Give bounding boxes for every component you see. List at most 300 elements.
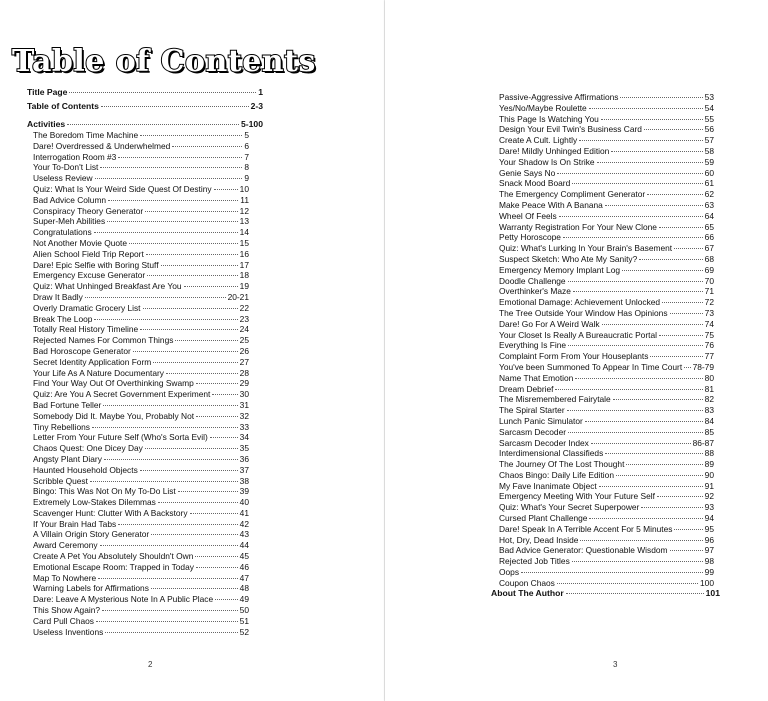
dot-leader	[108, 200, 238, 201]
toc-entry-page: 22	[239, 302, 249, 313]
toc-entry	[33, 605, 249, 616]
toc-entry-title: Passive-Aggressive Affirmations	[499, 92, 619, 102]
toc-entry	[33, 346, 249, 357]
dot-leader	[94, 232, 238, 233]
toc-entry-title: Overly Dramatic Grocery List	[33, 302, 141, 313]
toc-entry	[499, 211, 714, 222]
toc-entry-page: 81	[704, 383, 714, 394]
toc-entry-page: 24	[239, 324, 249, 335]
toc-entry-title: Dare! Overdressed & Underwhelmed	[33, 140, 171, 151]
toc-entry-title: Alien School Field Trip Report	[33, 248, 144, 259]
toc-entry-page: 62	[704, 189, 714, 200]
toc-entry-page: 46	[239, 561, 249, 572]
dot-leader	[684, 367, 690, 368]
toc-entry	[33, 292, 249, 303]
toc-entry-title: Emergency Excuse Generator	[33, 270, 146, 281]
toc-entry-title: Bingo: This Was Not On My To-Do List	[33, 486, 176, 497]
toc-entry-title: Snack Mood Board	[499, 178, 571, 189]
toc-entry	[499, 459, 714, 470]
toc-entry-title: Interdimensional Classifieds	[499, 448, 604, 459]
toc-entry	[33, 422, 249, 433]
toc-entry-page: 17	[239, 259, 249, 270]
toc-entry-title: The Boredom Time Machine	[33, 130, 139, 140]
toc-entry	[33, 508, 249, 519]
toc-entry-page: 12	[239, 205, 249, 216]
toc-entry-page: 33	[239, 421, 249, 432]
toc-entry-title: Design Your Evil Twin's Business Card	[499, 124, 642, 135]
toc-entry-title: The Misremembered Fairytale	[499, 394, 611, 405]
toc-entry	[499, 394, 714, 405]
toc-entry	[33, 573, 249, 584]
dot-leader	[140, 470, 238, 471]
toc-entry-page: 29	[239, 378, 249, 389]
dot-leader	[103, 405, 237, 406]
dot-leader	[215, 599, 238, 600]
toc-entry-page: 35	[239, 443, 249, 454]
toc-entry-title: Your Shadow Is On Strike	[499, 156, 595, 167]
toc-entry-title: Name That Emotion	[499, 372, 574, 383]
toc-entry-page: 98	[704, 556, 714, 567]
toc-entry-title: Warning Labels for Affirmations	[33, 583, 149, 594]
toc-entry	[499, 92, 714, 103]
toc-entry	[499, 178, 714, 189]
toc-entry-title: The Tree Outside Your Window Has Opinions	[499, 307, 668, 318]
dot-leader	[568, 432, 703, 433]
toc-entry-title: The Spiral Starter	[499, 405, 565, 416]
toc-entry-page: 28	[239, 367, 249, 378]
toc-entry	[499, 157, 714, 168]
dot-leader	[118, 157, 242, 158]
toc-entry-page: 67	[704, 243, 714, 254]
toc-entry-title: Card Pull Chaos	[33, 615, 94, 626]
dot-leader	[644, 129, 703, 130]
toc-entry-title: Overthinker's Maze	[499, 286, 571, 297]
toc-entry	[33, 216, 249, 227]
toc-entry	[499, 200, 714, 211]
toc-entry-title: Your Closet Is Really A Bureaucratic Portal	[499, 329, 657, 340]
toc-entry	[499, 146, 714, 157]
dot-leader	[670, 550, 703, 551]
toc-entry-page: 39	[239, 486, 249, 497]
toc-entry	[499, 114, 714, 125]
toc-entry-title: Chaos Quest: One Dicey Day	[33, 443, 143, 454]
dot-leader	[105, 632, 237, 633]
toc-entry-title: Interrogation Room #3	[33, 151, 117, 162]
dot-leader	[146, 254, 238, 255]
dot-leader	[605, 205, 703, 206]
dot-leader	[616, 475, 703, 476]
dot-leader	[568, 281, 703, 282]
toc-entry-title: Emotional Damage: Achievement Unlocked	[499, 297, 661, 308]
dot-leader	[670, 313, 703, 314]
dot-leader	[118, 524, 237, 525]
toc-entry-page: 89	[704, 459, 714, 470]
toc-entry	[499, 330, 714, 341]
toc-entry-page: 80	[704, 372, 714, 383]
toc-entry-page: 60	[704, 167, 714, 178]
dot-leader	[151, 534, 237, 535]
toc-entry-page: 94	[704, 513, 714, 524]
dot-leader	[140, 135, 242, 136]
toc-entry-title: Your Life As A Nature Documentary	[33, 367, 164, 378]
toc-entry	[499, 308, 714, 319]
toc-entry	[33, 281, 249, 292]
toc-entry	[499, 103, 714, 114]
dot-leader	[572, 183, 702, 184]
dot-leader	[605, 453, 702, 454]
toc-entry-page: 61	[704, 178, 714, 189]
toc-entry-title: Emotional Escape Room: Trapped in Today	[33, 561, 194, 572]
dot-leader	[107, 221, 238, 222]
dot-leader	[650, 356, 702, 357]
toc-entry	[33, 476, 249, 487]
toc-entry-title: Dream Debrief	[499, 383, 554, 394]
toc-entry-title: Dare: Leave A Mysterious Note In A Public Place	[33, 594, 214, 605]
toc-entry	[499, 189, 714, 200]
toc-entry	[499, 416, 714, 427]
toc-entry-title: Your To-Don't List	[33, 162, 99, 173]
dot-leader	[572, 561, 703, 562]
toc-entry-page: 74	[704, 318, 714, 329]
toc-entry-page: 15	[239, 237, 249, 248]
toc-entry-page: 69	[704, 264, 714, 275]
toc-entry-title: Genie Says No	[499, 167, 556, 178]
toc-entry-page: 51	[239, 615, 249, 626]
dot-leader	[659, 335, 703, 336]
toc-entry-page: 42	[239, 518, 249, 529]
page-number: 3	[613, 660, 618, 669]
toc-entry-page: 90	[704, 469, 714, 480]
toc-entry-page: 13	[239, 216, 249, 227]
toc-entry-page: 18	[239, 270, 249, 281]
toc-entry-page: 14	[239, 227, 249, 238]
dot-leader	[95, 178, 243, 179]
toc-entry-title: About The Author	[491, 588, 564, 598]
dot-leader	[580, 540, 702, 541]
dot-leader	[100, 167, 242, 168]
toc-entry	[499, 427, 714, 438]
toc-entry-title: Dare! Mildly Unhinged Edition	[499, 145, 610, 156]
toc-entry-page: 97	[704, 545, 714, 556]
dot-leader	[196, 567, 238, 568]
dot-leader	[662, 302, 703, 303]
toc-entry	[499, 535, 714, 546]
toc-entry	[27, 100, 263, 114]
toc-entry-page: 63	[704, 199, 714, 210]
toc-entry-title: Totally Real History Timeline	[33, 324, 139, 335]
dot-leader	[100, 545, 238, 546]
toc-entry-page: 54	[704, 102, 714, 113]
toc-entry-page: 55	[704, 113, 714, 124]
toc-entry	[33, 238, 249, 249]
toc-entry	[33, 454, 249, 465]
toc-entry-title: A Villain Origin Story Generator	[33, 529, 150, 540]
toc-entry-page: 92	[704, 491, 714, 502]
toc-entry-page: 65	[704, 221, 714, 232]
toc-entry-title: Title Page	[27, 87, 68, 97]
toc-entry	[499, 513, 714, 524]
dot-leader	[101, 106, 249, 107]
toc-entry-title: Somebody Did It. Maybe You, Probably Not	[33, 410, 195, 421]
toc-entry	[33, 594, 249, 605]
toc-entry-page: 9	[244, 173, 249, 184]
toc-entry-page: 40	[239, 497, 249, 508]
toc-entry	[33, 141, 249, 152]
toc-entry-title: Quiz: Are You A Secret Government Experiment	[33, 389, 211, 400]
toc-entry	[33, 432, 249, 443]
toc-entry-page: 1	[258, 87, 263, 97]
dot-leader	[92, 427, 238, 428]
toc-entry-title: Scavenger Hunt: Clutter With A Backstory	[33, 507, 188, 518]
activities-list-left	[33, 130, 249, 637]
toc-entry-title: Hot, Dry, Dead Inside	[499, 534, 579, 545]
toc-entry-page: 19	[239, 281, 249, 292]
toc-entry-title: Haunted Household Objects	[33, 464, 138, 475]
toc-entry-title: Quiz: What Unhinged Breakfast Are You	[33, 281, 182, 292]
dot-leader	[555, 389, 702, 390]
toc-entry	[33, 195, 249, 206]
dot-leader	[90, 481, 238, 482]
toc-entry-title: Suspect Sketch: Who Ate My Sanity?	[499, 253, 638, 264]
dot-leader	[568, 345, 703, 346]
dot-leader	[214, 189, 238, 190]
toc-entry-page: 71	[704, 286, 714, 297]
toc-entry-page: 41	[239, 507, 249, 518]
dot-leader	[557, 583, 698, 584]
toc-entry-page: 31	[239, 399, 249, 410]
toc-entry-title: Award Ceremony	[33, 540, 98, 551]
toc-entry-page: 58	[704, 145, 714, 156]
toc-entry	[33, 303, 249, 314]
toc-entry-title: Bad Horoscope Generator	[33, 345, 131, 356]
toc-entry-title: Table of Contents	[27, 100, 99, 111]
toc-entry-title: Not Another Movie Quote	[33, 237, 128, 248]
toc-entry-title: Everything Is Fine	[499, 340, 567, 351]
dot-leader	[659, 227, 703, 228]
activities-list-right	[499, 92, 714, 589]
dot-leader	[195, 556, 237, 557]
toc-entry	[33, 130, 249, 141]
toc-entry-title: Super-Meh Abilities	[33, 216, 106, 227]
toc-entry-page: 77	[704, 351, 714, 362]
dot-leader	[579, 140, 702, 141]
toc-entry-title: Bad Advice Column	[33, 194, 107, 205]
dot-leader	[613, 399, 703, 400]
dot-leader	[158, 502, 238, 503]
toc-entry-title: Conspiracy Theory Generator	[33, 205, 144, 216]
toc-entry	[499, 254, 714, 265]
dot-leader	[147, 275, 237, 276]
toc-entry-page: 72	[704, 297, 714, 308]
toc-entry-page: 84	[704, 415, 714, 426]
toc-entry-title: Quiz: What's Lurking In Your Brain's Basement	[499, 243, 673, 254]
toc-entry-page: 93	[704, 502, 714, 513]
toc-entry-title: Chaos Bingo: Daily Life Edition	[499, 469, 614, 480]
toc-entry-page: 91	[704, 480, 714, 491]
toc-entry	[499, 124, 714, 135]
dot-leader	[597, 162, 703, 163]
dot-leader	[129, 243, 238, 244]
dot-leader	[566, 593, 704, 594]
dot-leader	[639, 259, 702, 260]
toc-entry-page: 2-3	[250, 100, 263, 111]
toc-entry-title: Warranty Registration For Your New Clone	[499, 221, 657, 232]
toc-entry-title: Bad Advice Generator: Questionable Wisdom	[499, 545, 668, 556]
toc-entry-title: Emergency Memory Implant Log	[499, 264, 621, 275]
toc-entry	[499, 405, 714, 416]
toc-entry	[499, 135, 714, 146]
toc-entry	[499, 319, 714, 330]
toc-entry-page: 43	[239, 529, 249, 540]
dot-leader	[559, 216, 703, 217]
toc-entry-title: Draw It Badly	[33, 291, 83, 302]
closing-section-list	[491, 587, 720, 601]
dot-leader	[210, 437, 238, 438]
toc-entry-title: Dare! Speak In A Terrible Accent For 5 Minutes	[499, 523, 673, 534]
toc-entry-page: 82	[704, 394, 714, 405]
toc-entry-title: Find Your Way Out Of Overthinking Swamp	[33, 378, 194, 389]
toc-entry	[33, 551, 249, 562]
toc-entry-title: Angsty Plant Diary	[33, 453, 102, 464]
toc-entry	[499, 276, 714, 287]
dot-leader	[196, 383, 238, 384]
toc-entry-title: Petty Horoscope	[499, 232, 561, 243]
toc-entry	[499, 481, 714, 492]
toc-entry-title: Cursed Plant Challenge	[499, 513, 588, 524]
toc-entry	[33, 529, 249, 540]
toc-entry	[499, 373, 714, 384]
toc-entry	[33, 443, 249, 454]
toc-entry-page: 70	[704, 275, 714, 286]
toc-entry-title: Rejected Names For Common Things	[33, 335, 174, 346]
toc-entry-title: Extremely Low-Stakes Dilemmas	[33, 497, 156, 508]
toc-entry	[499, 362, 714, 373]
dot-leader	[172, 146, 242, 147]
toc-entry-page: 26	[239, 345, 249, 356]
toc-entry	[33, 562, 249, 573]
page-title: Table of Contents	[12, 44, 316, 79]
toc-entry	[499, 340, 714, 351]
toc-entry	[499, 545, 714, 556]
toc-entry-title: Sarcasm Decoder Index	[499, 437, 589, 448]
toc-entry-page: 48	[239, 583, 249, 594]
toc-entry	[33, 162, 249, 173]
toc-entry	[33, 616, 249, 627]
dot-leader	[611, 151, 702, 152]
dot-leader	[602, 324, 703, 325]
dot-leader	[145, 448, 238, 449]
toc-entry-title: Emergency Meeting With Your Future Self	[499, 491, 655, 502]
toc-entry-page: 68	[704, 253, 714, 264]
toc-entry	[499, 351, 714, 362]
dot-leader	[102, 610, 238, 611]
toc-entry-title: Scribble Quest	[33, 475, 88, 486]
toc-entry-page: 50	[239, 605, 249, 616]
toc-entry-page: 5	[244, 130, 249, 140]
toc-entry-page: 83	[704, 405, 714, 416]
toc-entry-page: 44	[239, 540, 249, 551]
dot-leader	[657, 496, 703, 497]
toc-entry	[499, 502, 714, 513]
dot-leader	[178, 491, 238, 492]
toc-entry-page: 52	[239, 626, 249, 637]
toc-entry-title: Coupon Chaos	[499, 577, 555, 588]
toc-entry-title: Make Peace With A Banana	[499, 199, 603, 210]
toc-entry	[499, 524, 714, 535]
toc-entry	[33, 260, 249, 271]
toc-entry	[499, 297, 714, 308]
toc-entry-title: Activities	[27, 119, 66, 129]
toc-entry-title: Create A Pet You Absolutely Shouldn't Own	[33, 551, 194, 562]
toc-entry-title: Secret Identity Application Form	[33, 356, 152, 367]
dot-leader	[521, 572, 703, 573]
toc-entry-page: 85	[704, 426, 714, 437]
toc-entry-page: 100	[700, 577, 714, 588]
toc-entry-title: Letter From Your Future Self (Who's Sorta Evil)	[33, 432, 208, 443]
toc-entry	[499, 556, 714, 567]
toc-entry	[33, 583, 249, 594]
toc-entry-title: This Page Is Watching You	[499, 113, 599, 124]
toc-entry-page: 49	[239, 594, 249, 605]
toc-entry	[33, 335, 249, 346]
toc-entry-title: Sarcasm Decoder	[499, 426, 567, 437]
toc-entry-page: 73	[704, 307, 714, 318]
toc-entry-title: Create A Cult. Lightly	[499, 135, 578, 146]
dot-leader	[69, 92, 256, 93]
toc-entry-page: 66	[704, 232, 714, 243]
toc-entry-title: Tiny Rebellions	[33, 421, 90, 432]
toc-entry	[33, 270, 249, 281]
toc-entry-page: 64	[704, 210, 714, 221]
toc-entry-page: 5-100	[241, 119, 263, 129]
toc-entry-page: 57	[704, 135, 714, 146]
toc-entry	[33, 411, 249, 422]
toc-entry	[499, 448, 714, 459]
dot-leader	[626, 464, 702, 465]
toc-entry-page: 38	[239, 475, 249, 486]
toc-entry	[33, 627, 249, 638]
toc-entry	[33, 152, 249, 163]
toc-entry-title: Dare! Epic Selfie with Boring Stuff	[33, 259, 159, 270]
toc-entry-page: 101	[705, 588, 720, 598]
dot-leader	[151, 588, 238, 589]
dot-leader	[145, 211, 238, 212]
toc-entry	[499, 232, 714, 243]
toc-entry-page: 45	[239, 551, 249, 562]
toc-entry-title: Quiz: What's Your Secret Superpower	[499, 502, 640, 513]
toc-entry-page: 76	[704, 340, 714, 351]
toc-entry	[33, 227, 249, 238]
dot-leader	[196, 416, 238, 417]
dot-leader	[212, 394, 237, 395]
toc-entry-page: 7	[244, 151, 249, 162]
dot-leader	[94, 319, 237, 320]
toc-entry-title: Complaint Form From Your Houseplants	[499, 351, 649, 362]
toc-entry-title: You've been Summoned To Appear In Time Court	[499, 361, 683, 372]
dot-leader	[601, 119, 703, 120]
dot-leader	[133, 351, 238, 352]
toc-entry	[33, 206, 249, 217]
toc-entry	[499, 384, 714, 395]
toc-entry	[33, 249, 249, 260]
toc-entry-page: 16	[239, 248, 249, 259]
dot-leader	[585, 421, 703, 422]
toc-entry	[499, 222, 714, 233]
toc-entry-title: Bad Fortune Teller	[33, 399, 102, 410]
toc-entry-page: 95	[704, 523, 714, 534]
toc-entry	[499, 491, 714, 502]
toc-entry-title: Yes/No/Maybe Roulette	[499, 102, 587, 113]
